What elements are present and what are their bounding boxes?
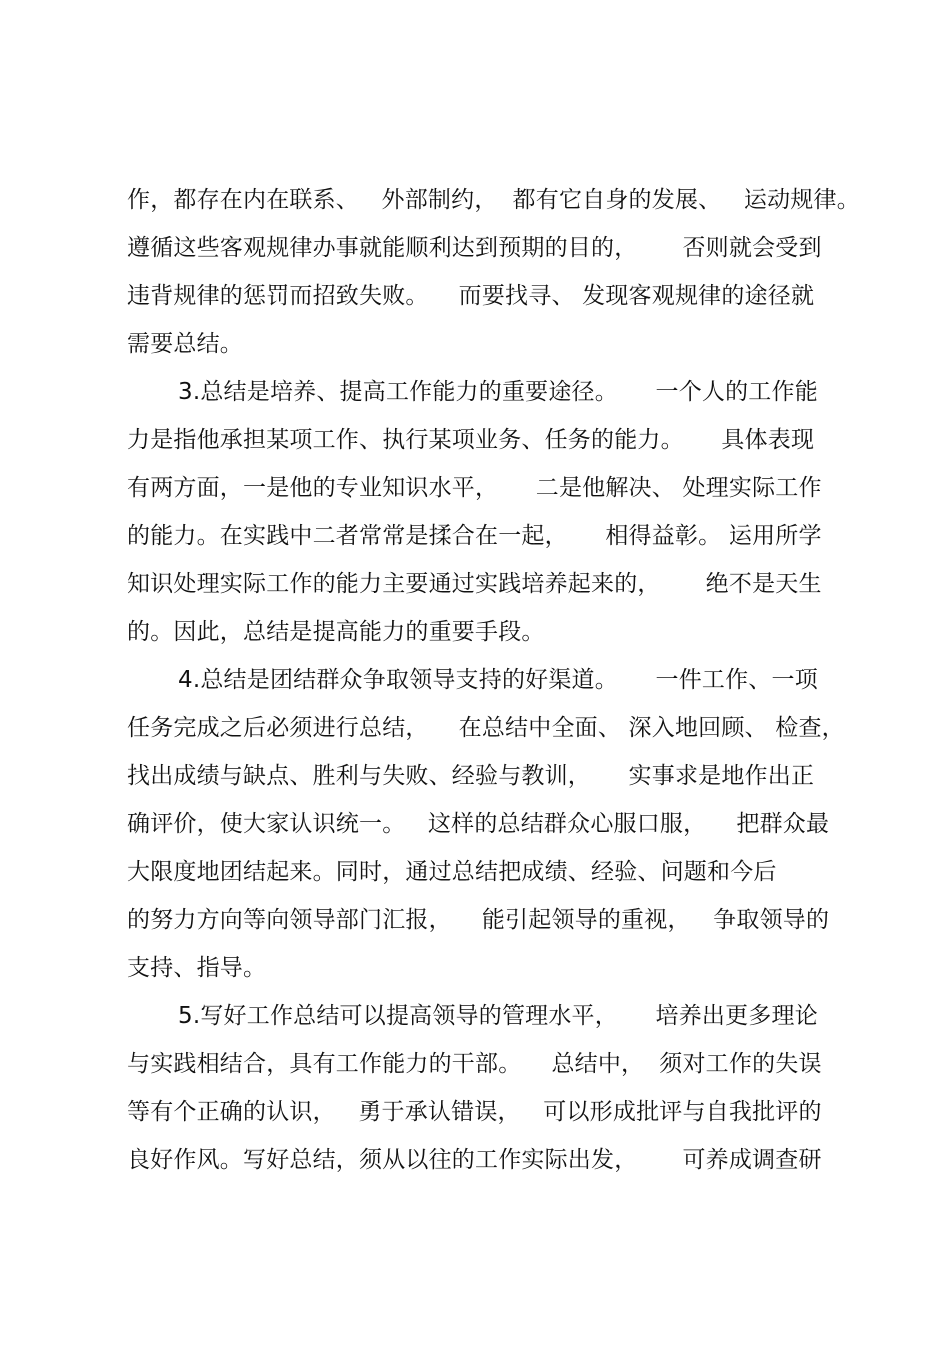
text-line: 任务完成之后必须进行总结， 在总结中全面、 深入地回顾、 检查， [127, 715, 845, 741]
text-line: 的能力。在实践中二者常常是揉合在一起， 相得益彰。 运用所学 [127, 523, 822, 549]
text-line: 违背规律的惩罚而招致失败。 而要找寻、 发现客观规律的途径就 [127, 283, 815, 309]
text-line: 作，都存在内在联系、 外部制约， 都有它自身的发展、 运动规律。 [127, 187, 860, 213]
paragraph-5-first-line: 5.写好工作总结可以提高领导的管理水平， 培养出更多理论 [178, 1003, 818, 1029]
text-line: 的。因此，总结是提高能力的重要手段。 [127, 619, 545, 645]
paragraph-4-first-line: 4.总结是团结群众争取领导支持的好渠道。 一件工作、一项 [178, 667, 818, 693]
text-line: 有两方面，一是他的专业知识水平， 二是他解决、 处理实际工作 [127, 475, 822, 501]
text-line: 良好作风。写好总结，须从以往的工作实际出发， 可养成调查研 [127, 1147, 822, 1173]
text-line: 等有个正确的认识， 勇于承认错误， 可以形成批评与自我批评的 [127, 1099, 822, 1125]
text-line: 遵循这些客观规律办事就能顺利达到预期的目的， 否则就会受到 [127, 235, 822, 261]
text-line: 需要总结。 [127, 331, 243, 357]
text-line: 支持、指导。 [127, 955, 267, 981]
text-line: 大限度地团结起来。同时，通过总结把成绩、经验、问题和今后 [127, 859, 777, 885]
text-line: 确评价，使大家认识统一。 这样的总结群众心服口服， 把群众最 [127, 811, 830, 837]
text-line: 与实践相结合，具有工作能力的干部。 总结中， 须对工作的失误 [127, 1051, 822, 1077]
text-line: 力是指他承担某项工作、执行某项业务、任务的能力。 具体表现 [127, 427, 815, 453]
paragraph-3-first-line: 3.总结是培养、提高工作能力的重要途径。 一个人的工作能 [178, 379, 818, 405]
text-line: 的努力方向等向领导部门汇报， 能引起领导的重视， 争取领导的 [127, 907, 830, 933]
text-line: 找出成绩与缺点、胜利与失败、经验与教训， 实事求是地作出正 [127, 763, 815, 789]
text-line: 知识处理实际工作的能力主要通过实践培养起来的， 绝不是天生 [127, 571, 822, 597]
